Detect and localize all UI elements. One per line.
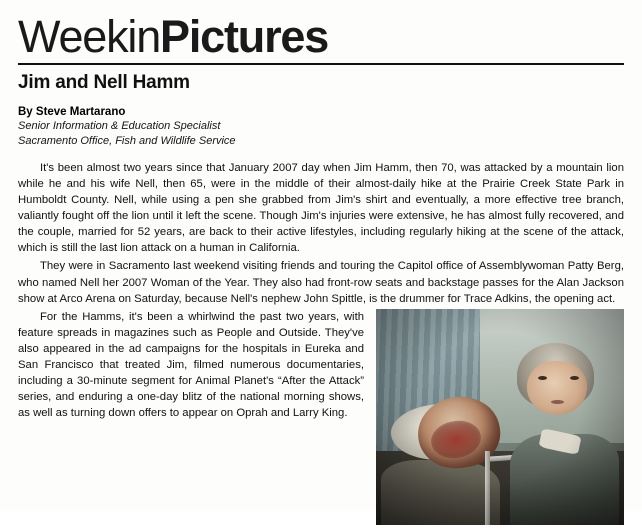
photo-vignette [376,309,624,525]
paragraph-3: For the Hamms, it's been a whirlwind the past two years, with feature spreads in magazines such as People and Outside. They've also appeared in the ad campaigns for the hospitals in Eureka and San Francisco that treated Jim, filmed numerous documentaries, including a 30-minute segment for Animal Planet's “After the Attack” series, and enduring a one-day blitz of the national morning shows, as well as turning down offers to appear on Oprah and Larry King. [18,310,364,419]
masthead [18,0,624,62]
paragraph-1: It's been almost two years since that January 2007 day when Jim Hamm, then 70, was attacked by a mountain lion while he and his wife Nell, then 65, were in the middle of their almost-daily hike at the Prairie Creek State Park in Humboldt County. Nell, while using a pen she grabbed from Jim's shirt and eventually, a more effective tree branch, valiantly fought off the lion until it left the scene. Though Jim's injuries were extensive, he has almost fully recovered, and the couple, married for 52 years, are back to their active lifestyles, including regularly hiking at the scene of the attack, which is still the last lion attack on a human in California. [18,162,624,255]
masthead-bold-text: Pictures [160,11,329,62]
page-title: Jim and Nell Hamm [18,72,190,93]
paragraph-2: They were in Sacramento last weekend visiting friends and touring the Capitol office of Assemblywoman Patty Berg, who named Nell her 2007 Woman of the Year. They also had front-row seats and backstage passes for the Alan Jackson show at Arco Arena on Saturday, because Nell's nephew John Spittle, is the drummer for Trace Adkins, the opening act. [18,260,624,305]
byline-role: Senior Information & Education Specialist [18,120,221,132]
article-body [18,160,624,529]
byline-author: By Steve Martarano [18,106,126,118]
masthead-light-text: Weekin [18,11,161,62]
byline-organization: Sacramento Office, Fish and Wildlife Service [18,134,236,147]
masthead-divider [18,63,624,65]
article-photo [376,309,624,525]
